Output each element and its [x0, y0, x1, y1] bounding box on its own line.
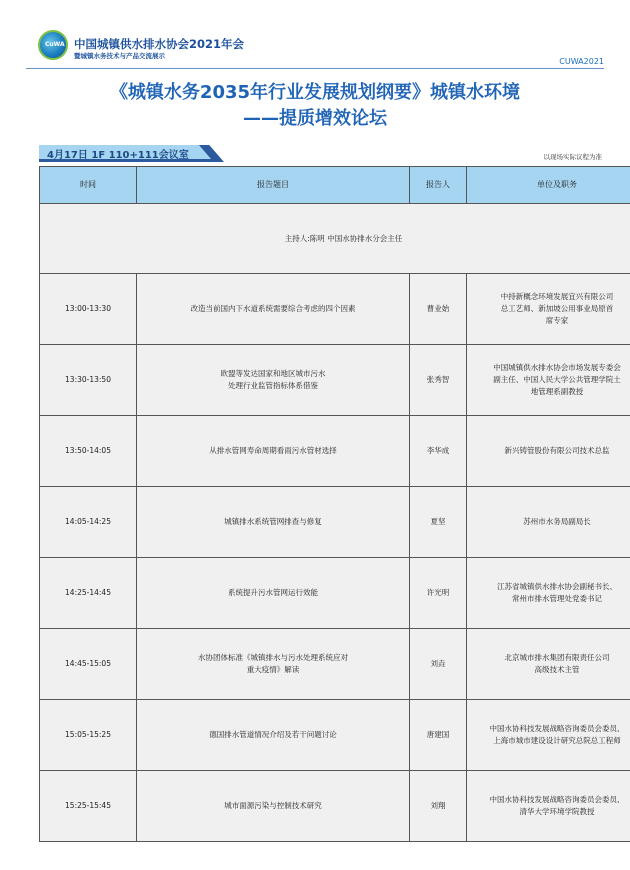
- time-cell: [40, 700, 137, 771]
- session-label: 4月17日 1F 110+111会议室: [47, 150, 189, 161]
- table-row: [40, 487, 630, 558]
- org-cell-line: 北京城市排水集团有限责任公司: [504, 653, 610, 662]
- speaker-cell-line: 夏坚: [430, 517, 446, 526]
- org-cell-line: 副主任、中国人民大学公共管理学院土: [493, 375, 621, 384]
- speaker-cell-line: 刘翔: [430, 801, 446, 810]
- table-row: [40, 274, 630, 345]
- time-cell: [40, 345, 137, 416]
- org-subtitle: 暨城镇水务技术与产品交流展示: [74, 52, 165, 60]
- time-cell-line: 13:30-13:50: [65, 375, 111, 384]
- topic-cell: [137, 274, 410, 345]
- table-row: [40, 416, 630, 487]
- schedule-table: [39, 166, 630, 842]
- topic-cell: [137, 771, 410, 842]
- speaker-cell-line: 李华成: [426, 446, 450, 455]
- speaker-cell-line: 刘垚: [430, 659, 446, 668]
- topic-cell-line: 改造当前国内下水道系统需要综合考虑的四个因素: [190, 304, 356, 313]
- table-row: [40, 700, 630, 771]
- page-title-line2: ——提质增效论坛: [243, 108, 387, 129]
- speaker-cell-line: 张秀智: [426, 375, 450, 384]
- topic-cell: [137, 629, 410, 700]
- org-cell-line: 高级技术主管: [534, 665, 580, 674]
- time-cell-line: 13:00-13:30: [65, 304, 111, 313]
- column-header-org: 单位及职务: [467, 167, 630, 204]
- topic-cell: [137, 700, 410, 771]
- org-cell-line: 新兴铸管股份有限公司技术总监: [504, 446, 610, 455]
- logo-text: CuWA: [45, 41, 65, 48]
- org-cell-line: 江苏省城镇供水排水协会副秘书长、: [497, 582, 617, 591]
- org-cell-line: 席专家: [545, 316, 569, 325]
- org-cell: [467, 274, 630, 345]
- speaker-cell: [410, 416, 467, 487]
- time-cell: [40, 771, 137, 842]
- time-cell: [40, 274, 137, 345]
- speaker-cell: [410, 700, 467, 771]
- org-title: 中国城镇供水排水协会2021年会: [74, 37, 245, 51]
- org-cell: [467, 771, 630, 842]
- host-cell: 主持人:陈明 中国水协排水分会主任: [40, 204, 630, 274]
- column-header-topic: 报告题目: [137, 167, 410, 204]
- speaker-cell: [410, 274, 467, 345]
- time-cell-line: 14:45-15:05: [65, 659, 111, 668]
- org-cell-line: 地管理系副教授: [530, 387, 584, 396]
- page-header: [0, 0, 630, 70]
- time-cell-line: 15:05-15:25: [65, 730, 111, 739]
- org-cell: [467, 700, 630, 771]
- table-header-row: [40, 167, 630, 204]
- org-cell: [467, 345, 630, 416]
- org-cell: [467, 558, 630, 629]
- time-cell: [40, 558, 137, 629]
- time-cell-line: 14:05-14:25: [65, 517, 111, 526]
- time-cell: [40, 416, 137, 487]
- speaker-cell: [410, 487, 467, 558]
- cuwa-logo-icon: [38, 30, 68, 60]
- table-row: [40, 345, 630, 416]
- speaker-cell: [410, 771, 467, 842]
- org-cell-line: 总工艺师、新加坡公用事业局原首: [500, 304, 614, 313]
- org-cell: [467, 487, 630, 558]
- time-cell: [40, 487, 137, 558]
- org-cell-line: 中国水协科技发展战略咨询委员会委员、: [489, 724, 625, 733]
- topic-cell-line: 处理行业监管指标体系借鉴: [228, 381, 318, 390]
- org-cell-line: 上海市城市建设设计研究总院总工程师: [493, 736, 621, 745]
- org-cell-line: 中国城镇供水排水协会市场发展专委会: [493, 363, 621, 372]
- org-cell-line: 中持新概念环境发展宜兴有限公司: [500, 292, 614, 301]
- topic-cell-line: 欧盟等发达国家和地区城市污水: [220, 369, 326, 378]
- topic-cell: [137, 345, 410, 416]
- column-header-time: 时间: [40, 167, 137, 204]
- page-title: 《城镇水务2035年行业发展规划纲要》城镇水环境: [109, 82, 521, 103]
- topic-cell-line: 城镇排水系统管网排查与修复: [224, 517, 322, 526]
- topic-cell-line: 从排水管网寿命周期看雨污水管材选择: [209, 446, 337, 455]
- org-cell: [467, 416, 630, 487]
- topic-cell-line: 水协团体标准《城镇排水与污水处理系统应对: [198, 653, 348, 662]
- time-cell-line: 13:50-14:05: [65, 446, 111, 455]
- speaker-cell-line: 曹业始: [426, 304, 450, 313]
- speaker-cell-line: 许光明: [426, 588, 450, 597]
- speaker-cell: [410, 345, 467, 416]
- column-header-speaker: 报告人: [410, 167, 467, 204]
- org-cell-line: 中国水协科技发展战略咨询委员会委员、: [489, 795, 625, 804]
- speaker-cell: [410, 629, 467, 700]
- speaker-cell: [410, 558, 467, 629]
- topic-cell-line: 系统提升污水管网运行效能: [228, 588, 318, 597]
- table-row: [40, 558, 630, 629]
- topic-cell-line: 德国排水管道情况介绍及若干问题讨论: [209, 730, 337, 739]
- topic-cell: [137, 558, 410, 629]
- host-row: [40, 204, 630, 274]
- speaker-cell-line: 唐建国: [426, 730, 450, 739]
- schedule-note: 以现场实际议程为准: [543, 153, 602, 161]
- time-cell: [40, 629, 137, 700]
- topic-cell: [137, 487, 410, 558]
- time-cell-line: 14:25-14:45: [65, 588, 111, 597]
- org-cell-line: 常州市排水管理处党委书记: [512, 594, 602, 603]
- time-cell-line: 15:25-15:45: [65, 801, 111, 810]
- table-row: [40, 629, 630, 700]
- header-divider: [26, 68, 604, 69]
- org-cell-line: 苏州市水务局副局长: [523, 517, 591, 526]
- org-cell: [467, 629, 630, 700]
- topic-cell: [137, 416, 410, 487]
- table-row: [40, 771, 630, 842]
- topic-cell-line: 城市面源污染与控制技术研究: [224, 801, 322, 810]
- topic-cell-line: 重大疫情》解读: [246, 665, 300, 674]
- org-cell-line: 清华大学环境学院教授: [519, 807, 595, 816]
- cuwa-tag: CUWA2021: [559, 57, 604, 66]
